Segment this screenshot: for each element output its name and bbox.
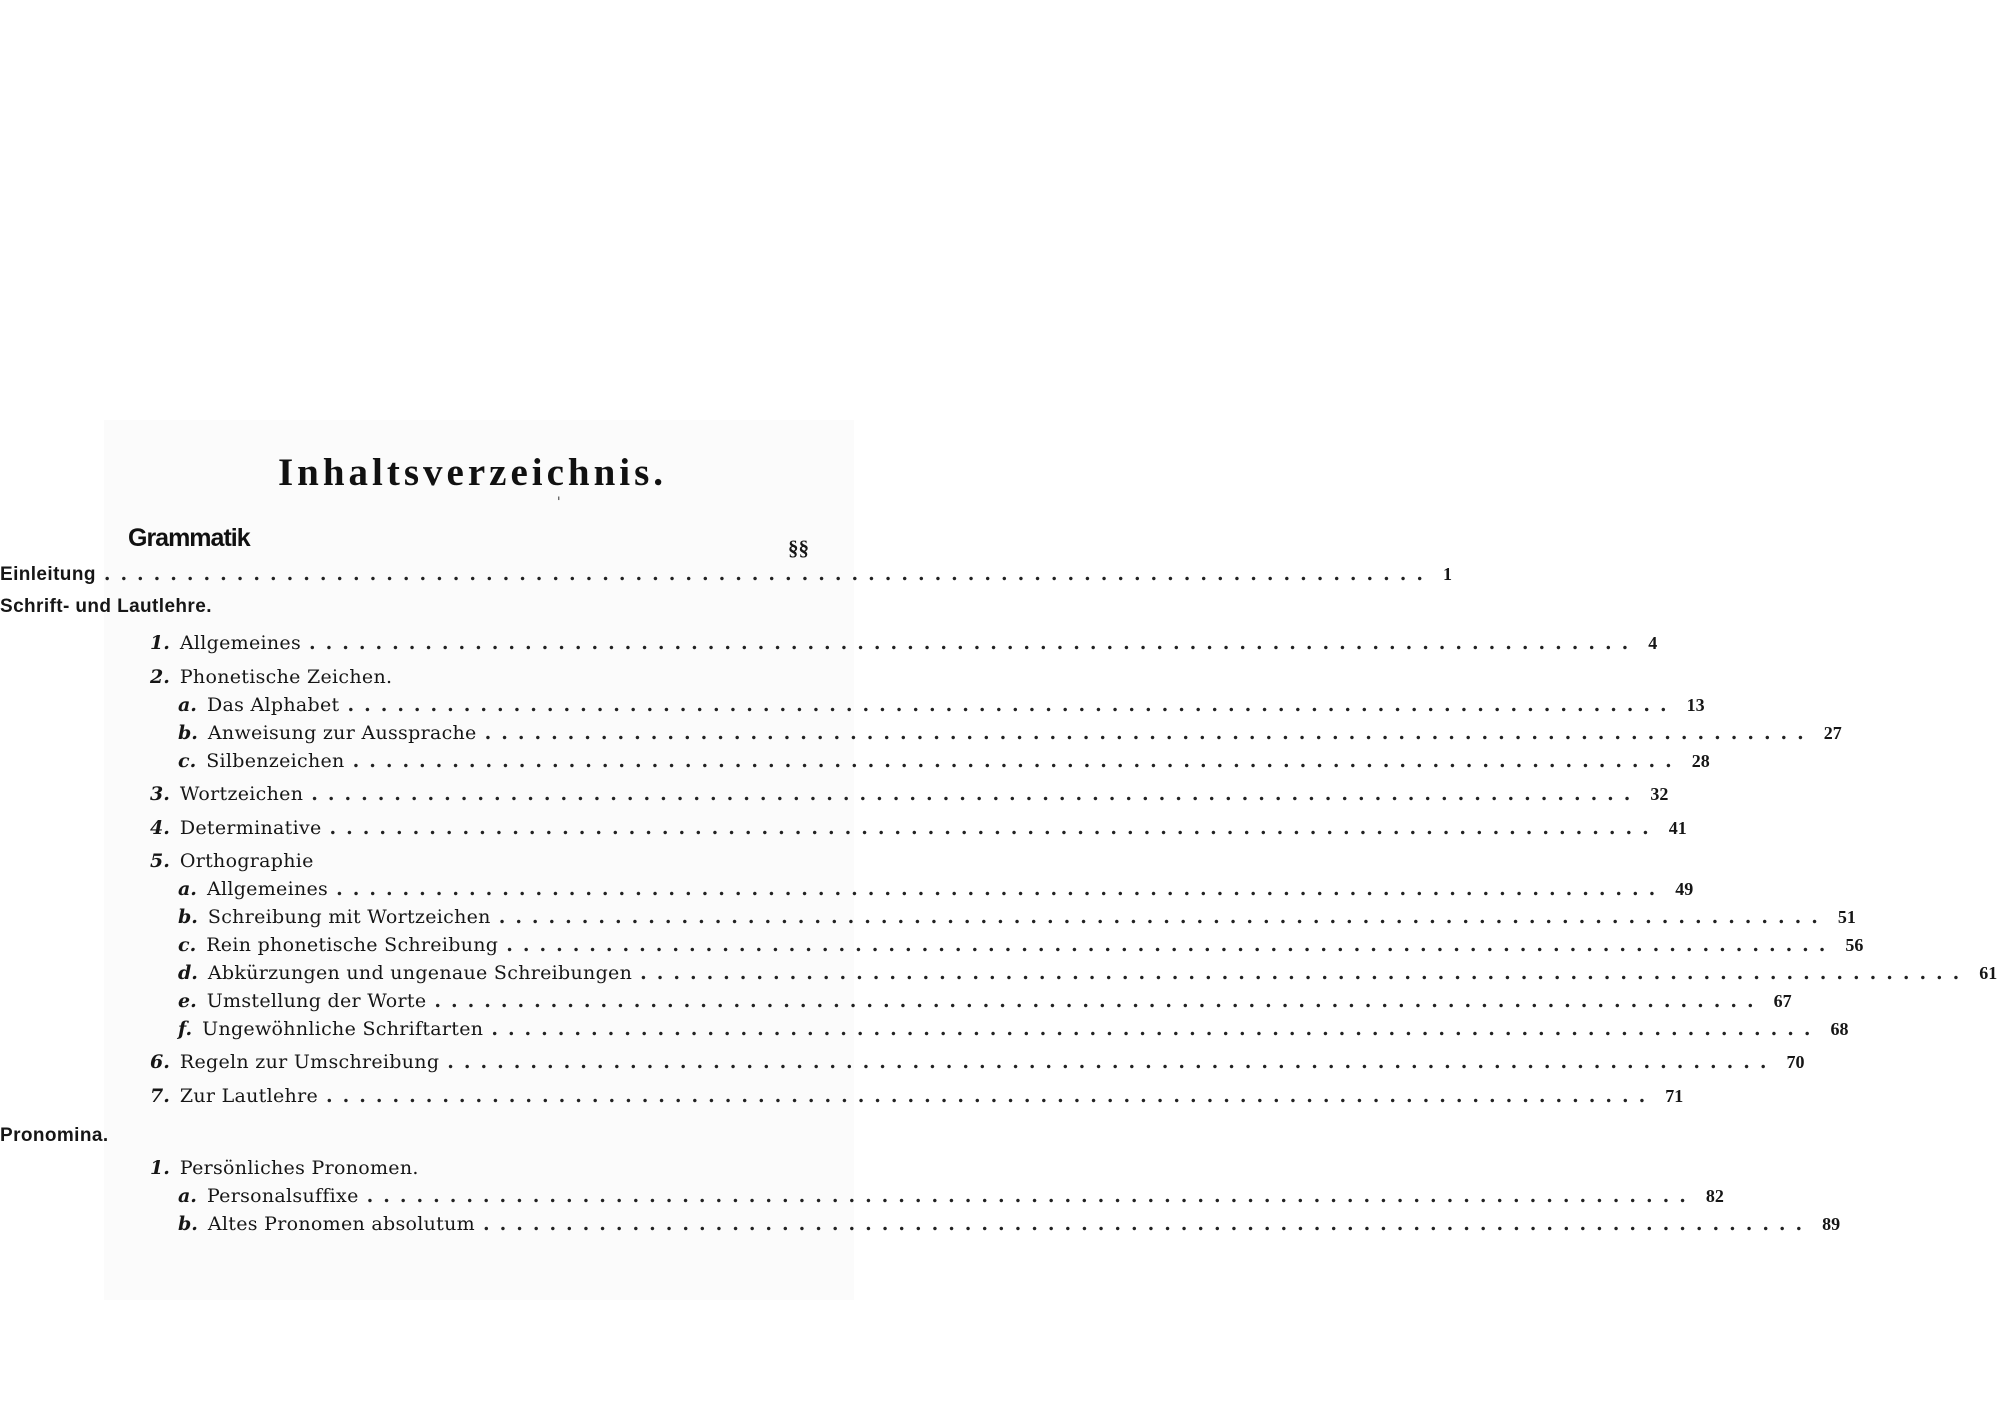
toc-entry xyxy=(0,850,810,878)
toc-entry-number: 68 xyxy=(1830,1019,1849,1039)
toc-entry-index: a. xyxy=(178,1185,197,1207)
toc-entry-index: 6. xyxy=(150,1051,170,1073)
toc-entry-index: f. xyxy=(178,1018,193,1040)
toc-entry-index: b. xyxy=(178,722,198,744)
toc-leader: ................................................................................ xyxy=(352,750,1682,772)
toc-entry-label: Rein phonetische Schreibung xyxy=(206,934,499,956)
toc-entry-index: 3. xyxy=(150,783,170,805)
toc-entry-number: 56 xyxy=(1845,935,1864,955)
toc-leader: ................................................................................ xyxy=(311,783,1641,805)
toc-entry-index: a. xyxy=(178,694,197,716)
toc-leader: ................................................................................ xyxy=(309,632,1639,654)
toc-entry-label: Anweisung zur Aussprache xyxy=(207,722,477,744)
page-title: Inhaltsverzeichnis. xyxy=(277,451,668,494)
toc-leader: ................................................................................ xyxy=(347,694,1677,716)
toc-entry-number: 70 xyxy=(1786,1052,1805,1072)
toc-entry xyxy=(0,632,1658,660)
toc-entry xyxy=(0,596,810,624)
toc-entry-label: Einleitung xyxy=(0,564,96,585)
toc-entry-label: Allgemeines xyxy=(179,632,301,654)
toc-entry-number: 67 xyxy=(1773,991,1792,1011)
toc-entry-label: Abkürzungen und ungenaue Schreibungen xyxy=(207,962,633,984)
toc-leader: ................................................................................ xyxy=(447,1051,1777,1073)
toc-entry xyxy=(0,934,1864,962)
toc-entry xyxy=(0,750,1710,778)
toc-entry xyxy=(0,990,1792,1018)
toc-entry-label: Schreibung mit Wortzeichen xyxy=(207,906,491,928)
toc-entry-label: Regeln zur Umschreibung xyxy=(179,1051,440,1073)
toc-leader: ................................................................................ xyxy=(336,878,1666,900)
toc-entry-label: Umstellung der Worte xyxy=(206,990,427,1012)
toc-entry-number: 49 xyxy=(1675,879,1694,899)
toc-entry-index: c. xyxy=(178,934,197,956)
toc-entry-index: 1. xyxy=(150,1157,170,1179)
toc-entry xyxy=(0,1018,1849,1046)
toc-entry-index: 1. xyxy=(150,632,170,654)
toc-entry xyxy=(0,1085,1684,1113)
toc-leader: ................................................................................ xyxy=(498,906,1828,928)
toc-entry xyxy=(0,1125,810,1153)
toc-entry-label: Determinative xyxy=(179,817,322,839)
part-heading: Grammatik xyxy=(128,524,250,552)
toc-entry xyxy=(0,666,810,694)
toc-leader: ................................................................................ xyxy=(434,990,1764,1012)
toc-entry-number: 4 xyxy=(1648,633,1658,653)
toc-entry xyxy=(0,1157,810,1185)
toc-entry-number: 13 xyxy=(1686,695,1705,715)
toc-entry-index: 4. xyxy=(150,817,170,839)
toc-entry-index: d. xyxy=(178,962,198,984)
toc-entry xyxy=(0,783,1669,811)
toc-entry-number: 82 xyxy=(1705,1186,1724,1206)
paragraph-column-symbol: §§ xyxy=(788,536,809,560)
toc-entry-number: 61 xyxy=(1979,963,1997,983)
toc-entry-label: Wortzeichen xyxy=(179,783,304,805)
toc-entry xyxy=(0,878,1694,906)
toc-entry-label: Schrift- und Lautlehre. xyxy=(0,596,212,617)
toc-entry xyxy=(0,962,1997,990)
toc-entry xyxy=(0,1185,1724,1213)
toc-entry-index: a. xyxy=(178,878,197,900)
toc-entry-label: Zur Lautlehre xyxy=(179,1085,319,1107)
toc-entry-label: Ungewöhnliche Schriftarten xyxy=(202,1018,484,1040)
toc-entry-label: Personalsuffixe xyxy=(206,1185,359,1207)
toc-entry-number: 41 xyxy=(1668,818,1687,838)
toc-entry xyxy=(0,563,1453,591)
toc-entry-number: 32 xyxy=(1650,784,1669,804)
toc-entry xyxy=(0,722,1842,750)
toc-entry-index: b. xyxy=(178,906,198,928)
toc-entry-number: 89 xyxy=(1822,1214,1841,1234)
toc-entry xyxy=(0,1213,1841,1241)
toc-entry-index: e. xyxy=(178,990,197,1012)
toc-entry-label: Altes Pronomen absolutum xyxy=(207,1213,475,1235)
toc-entry-index: c. xyxy=(178,750,197,772)
toc-leader: ................................................................................ xyxy=(640,962,1970,984)
toc-entry xyxy=(0,1051,1805,1079)
toc-entry-number: 28 xyxy=(1691,751,1710,771)
toc-entry-label: Phonetische Zeichen. xyxy=(179,666,393,688)
toc-leader: ................................................................................ xyxy=(484,722,1814,744)
toc-entry xyxy=(0,817,1687,845)
toc-entry-label: Orthographie xyxy=(179,850,314,872)
toc-entry-label: Pronomina. xyxy=(0,1125,109,1146)
toc-entry-number: 1 xyxy=(1443,564,1453,584)
toc-leader: ................................................................................ xyxy=(103,563,1434,585)
toc-entry-number: 27 xyxy=(1823,723,1842,743)
toc-entry-number: 71 xyxy=(1665,1086,1684,1106)
toc-entry-index: 5. xyxy=(150,850,170,872)
toc-leader: ................................................................................ xyxy=(329,817,1659,839)
toc-entry-label: Silbenzeichen xyxy=(206,750,345,772)
toc-entry-number: 51 xyxy=(1837,907,1856,927)
toc-entry xyxy=(0,906,1856,934)
toc-leader: ................................................................................ xyxy=(491,1018,1821,1040)
toc-leader: ................................................................................ xyxy=(366,1185,1696,1207)
toc-leader: ................................................................................ xyxy=(482,1213,1813,1235)
toc-leader: ................................................................................ xyxy=(506,934,1836,956)
title-mark: ' xyxy=(557,495,561,510)
toc-entry-index: 2. xyxy=(150,666,170,688)
toc-entry-label: Das Alphabet xyxy=(206,694,340,716)
toc-entry-label: Persönliches Pronomen. xyxy=(179,1157,419,1179)
toc-entry-index: b. xyxy=(178,1213,198,1235)
toc-entry-label: Allgemeines xyxy=(206,878,329,900)
toc-entry xyxy=(0,694,1705,722)
toc-leader: ................................................................................ xyxy=(326,1085,1656,1107)
toc-entry-index: 7. xyxy=(150,1085,170,1107)
